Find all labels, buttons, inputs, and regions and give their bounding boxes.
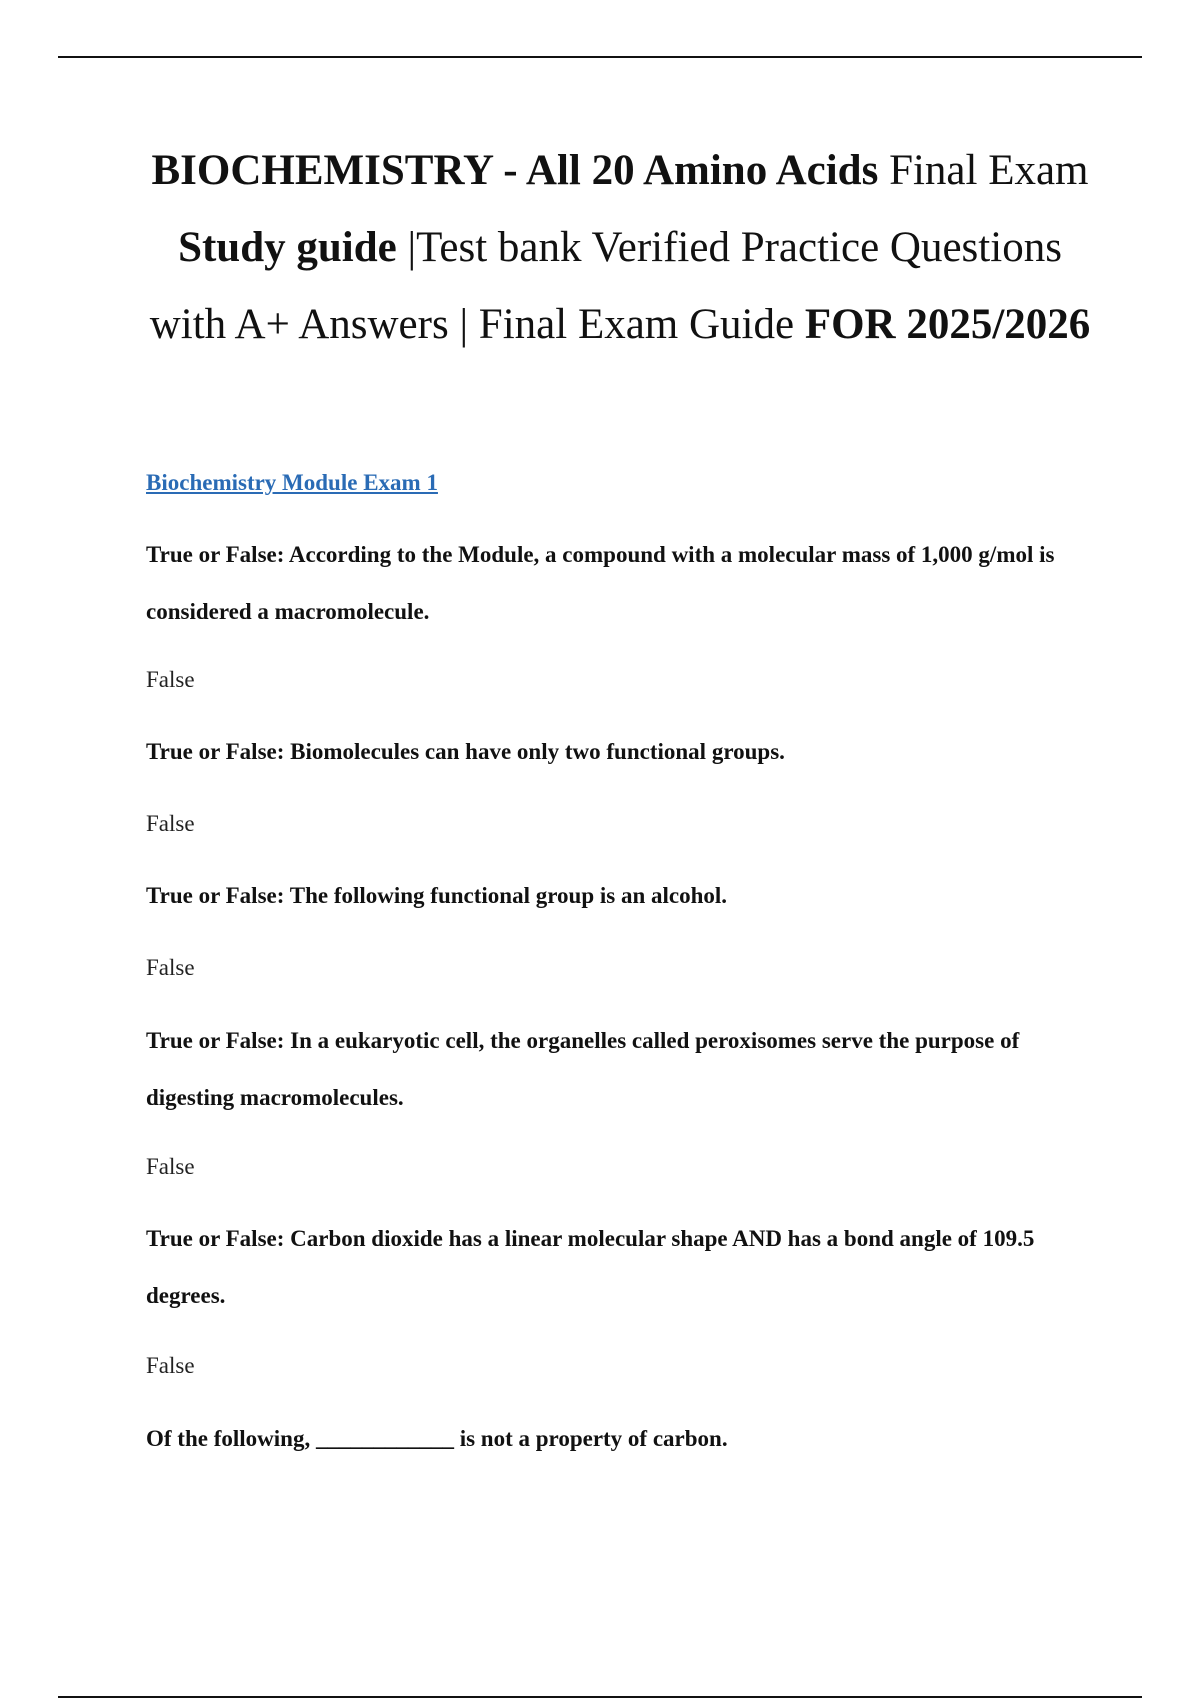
answer-1: False	[146, 667, 195, 692]
title-part-1: BIOCHEMISTRY - All 20 Amino Acids	[151, 147, 879, 194]
answer-5: False	[146, 1353, 195, 1378]
question-1: True or False: According to the Module, a compound with a molecular mass of 1,000 g/mol is considered a macromolecule.	[146, 542, 1055, 624]
title-part-3: Study guide	[178, 224, 397, 271]
module-exam-link[interactable]: Biochemistry Module Exam 1	[146, 470, 438, 495]
answer-2: False	[146, 811, 195, 836]
answer-3: False	[146, 955, 195, 980]
question-6: Of the following, ____________ is not a property of carbon.	[146, 1426, 728, 1451]
question-2: True or False: Biomolecules can have only two functional groups.	[146, 739, 785, 764]
document-title	[140, 132, 1100, 363]
title-part-2: Final Exam	[878, 147, 1089, 194]
top-rule	[58, 56, 1142, 58]
question-4: True or False: In a eukaryotic cell, the organelles called peroxisomes serve the purpose of digesting macromolecules.	[146, 1028, 1020, 1110]
question-3: True or False: The following functional group is an alcohol.	[146, 883, 728, 908]
question-5: True or False: Carbon dioxide has a linear molecular shape AND has a bond angle of 109.5 degrees.	[146, 1226, 1035, 1308]
answer-4: False	[146, 1154, 195, 1179]
bottom-rule	[58, 1696, 1142, 1698]
title-part-5: FOR 2025/2026	[804, 301, 1091, 348]
title-part-4: |Test bank Verified Practice Questions with A+ Answers | Final Exam Guide	[149, 224, 1062, 348]
